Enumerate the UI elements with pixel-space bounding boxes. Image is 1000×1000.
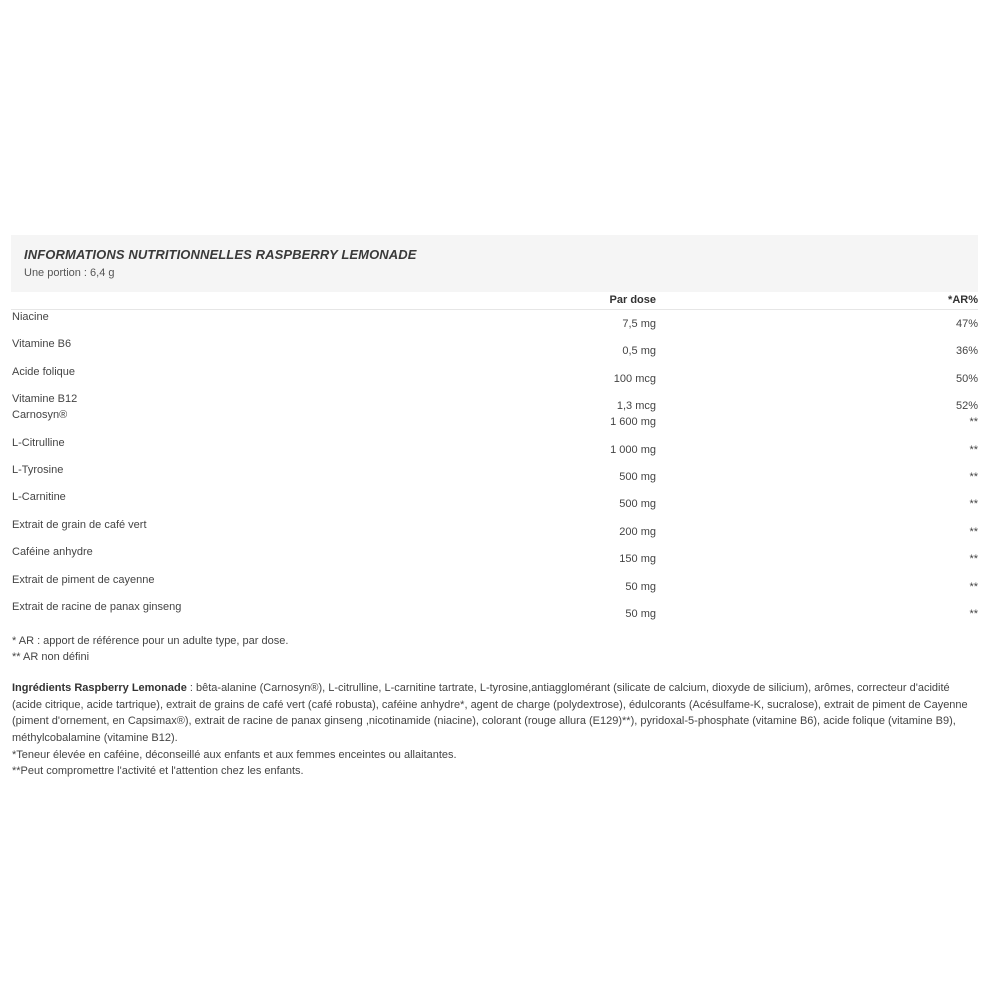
ar-undefined-footnote: ** AR non défini bbox=[12, 651, 90, 664]
nutrient-ar: ** bbox=[969, 525, 978, 538]
table-row bbox=[11, 436, 978, 463]
nutrient-name: Carnosyn® bbox=[12, 409, 68, 422]
nutrient-ar: ** bbox=[969, 443, 978, 456]
ingredients-text: : bêta-alanine (Carnosyn®), L-citrulline, L-carnitine tartrate, L-tyrosine,antiagglomérant (silicate de calcium, dioxyde de silicium), arômes, correcteur d'acidité (acide citrique, acide tartrique), extrait de grains de café vert (café robusta), caféine anhydre*, agent de charge (polydextrose), édulcorants (Acésulfame-K, sucralose), extrait de piment de Cayenne (piment d'ornement, en Capsimax®), extrait de racine de panax ginseng ,nicotinamide (niacine), colorant (rouge allura (E129)**), pyridoxal-5-phosphate (vitamine B6), acide folique (vitamine B9), méthylcobalamine (vitamine B12). bbox=[12, 682, 968, 745]
nutrient-dose: 200 mg bbox=[619, 525, 656, 538]
nutrient-ar: ** bbox=[969, 607, 978, 620]
nutrient-name: Caféine anhydre bbox=[12, 546, 93, 559]
ingredients-paragraph bbox=[11, 680, 982, 746]
nutrient-name: Extrait de grain de café vert bbox=[12, 518, 147, 531]
nutrition-table bbox=[11, 292, 978, 627]
nutrient-dose: 0,5 mg bbox=[622, 345, 656, 358]
nutrient-dose: 500 mg bbox=[619, 498, 656, 511]
nutrition-panel bbox=[11, 235, 978, 780]
nutrient-dose: 50 mg bbox=[625, 607, 656, 620]
nutrient-dose: 1 000 mg bbox=[610, 443, 656, 456]
table-row bbox=[11, 573, 978, 600]
nutrient-dose: 1,3 mcg bbox=[616, 400, 656, 413]
table-row bbox=[11, 490, 978, 517]
nutrient-name: Vitamine B12 bbox=[12, 393, 78, 406]
nutrition-header bbox=[11, 235, 978, 292]
colorant-warning: **Peut compromettre l'activité et l'attention chez les enfants. bbox=[12, 765, 304, 778]
nutrient-dose: 100 mcg bbox=[613, 372, 656, 385]
ingredients-label: Ingrédients Raspberry Lemonade bbox=[12, 682, 187, 695]
nutrient-dose: 150 mg bbox=[619, 553, 656, 566]
serving-size: Une portion : 6,4 g bbox=[24, 267, 115, 279]
nutrient-ar: ** bbox=[969, 416, 978, 429]
caffeine-warning: *Teneur élevée en caféine, déconseillé aux enfants et aux femmes enceintes ou allaitantes. bbox=[12, 748, 457, 761]
nutrient-ar: ** bbox=[969, 553, 978, 566]
table-row bbox=[11, 310, 978, 337]
nutrition-rows bbox=[11, 310, 978, 627]
column-header-ar: *AR% bbox=[948, 294, 978, 306]
nutrient-ar: ** bbox=[969, 580, 978, 593]
nutrient-name: L-Carnitine bbox=[12, 491, 66, 504]
table-row bbox=[11, 518, 978, 545]
nutrient-dose: 7,5 mg bbox=[622, 318, 656, 330]
column-header-dose: Par dose bbox=[609, 294, 656, 306]
table-row bbox=[11, 463, 978, 490]
table-row bbox=[11, 600, 978, 627]
nutrient-name: L-Tyrosine bbox=[12, 463, 64, 476]
nutrient-dose: 500 mg bbox=[619, 470, 656, 483]
nutrient-ar: ** bbox=[969, 498, 978, 511]
nutrient-name: Extrait de racine de panax ginseng bbox=[12, 600, 182, 613]
nutrient-ar: 50% bbox=[955, 372, 978, 385]
table-row bbox=[11, 365, 978, 392]
nutrient-ar: 47% bbox=[955, 318, 978, 330]
table-row bbox=[11, 408, 978, 435]
nutrient-ar: ** bbox=[969, 470, 978, 483]
nutrient-name: Niacine bbox=[12, 311, 49, 323]
nutrient-name: Extrait de piment de cayenne bbox=[12, 573, 155, 586]
nutrition-title: INFORMATIONS NUTRITIONNELLES RASPBERRY LEMONADE bbox=[24, 247, 417, 262]
nutrient-dose: 50 mg bbox=[625, 580, 656, 593]
table-row bbox=[11, 545, 978, 572]
nutrient-dose: 1 600 mg bbox=[610, 416, 656, 429]
nutrient-name: Vitamine B6 bbox=[12, 338, 72, 351]
nutrient-ar: 36% bbox=[955, 345, 978, 358]
nutrient-name: L-Citrulline bbox=[12, 436, 65, 449]
table-header-row bbox=[11, 292, 978, 310]
ar-footnote: * AR : apport de référence pour un adulte type, par dose. bbox=[12, 635, 289, 648]
table-row bbox=[11, 392, 978, 413]
table-row bbox=[11, 337, 978, 364]
table-notes bbox=[11, 633, 978, 665]
nutrient-name: Acide folique bbox=[12, 365, 75, 378]
nutrient-ar: 52% bbox=[955, 400, 978, 413]
